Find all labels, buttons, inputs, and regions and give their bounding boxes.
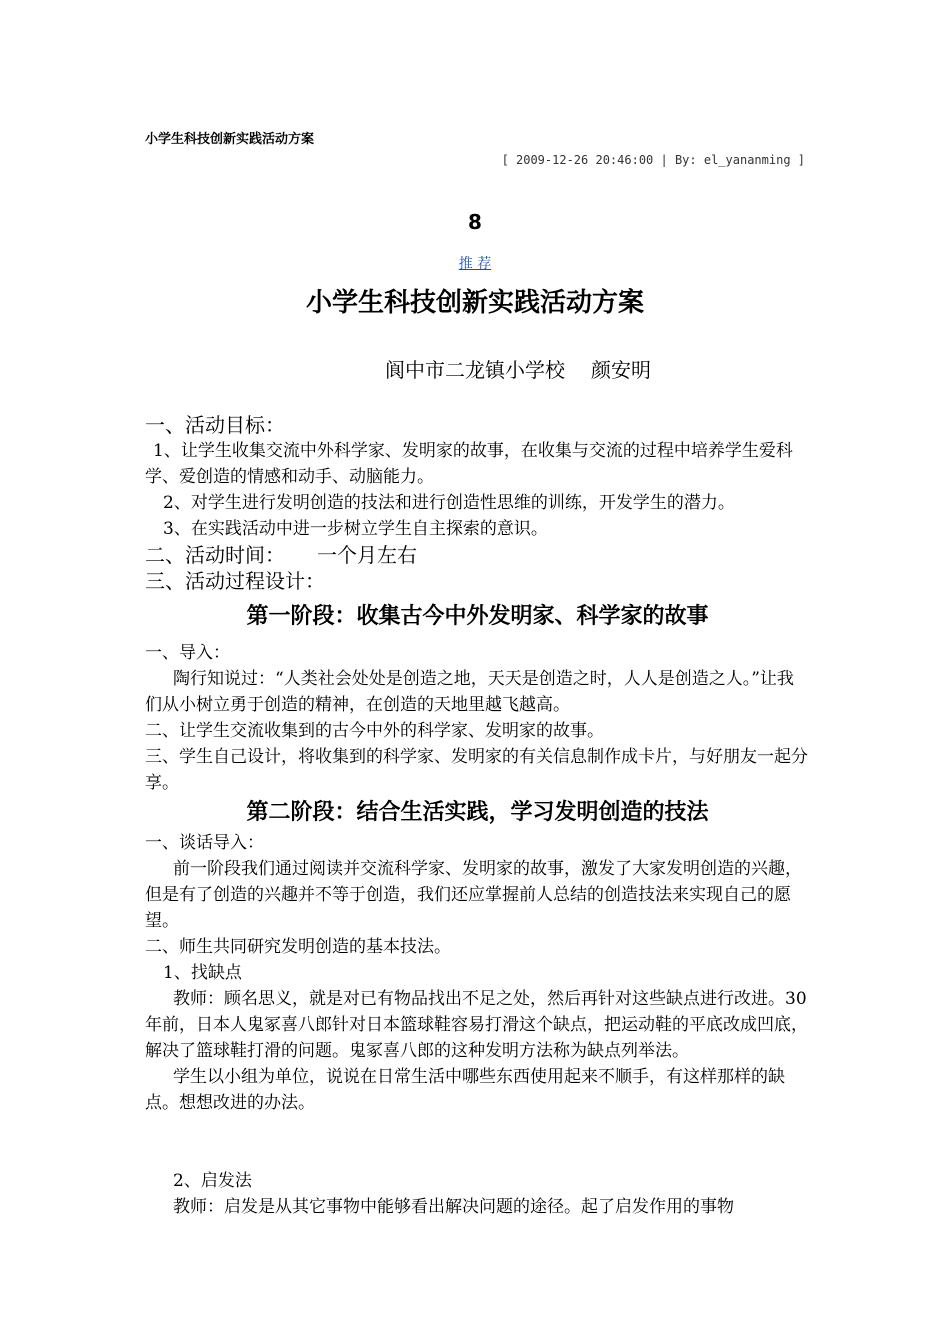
method-2-title: 2、启发法	[173, 1171, 252, 1191]
document-title: 小学生科技创新实践活动方案	[305, 288, 644, 318]
recommend-link-row	[0, 253, 950, 273]
view-count: 8	[468, 210, 482, 234]
stage-1-quote: 陶行知说过：“人类社会处处是创造之地，天天是创造之时，人人是创造之人。”让我们从小树立勇于创造的精神，在创造的天地里越飞越高。	[145, 669, 794, 715]
stage-2-talk: 前一阶段我们通过阅读并交流科学家、发明家的故事，激发了大家发明创造的兴趣，但是有了创造的兴趣并不等于创造，我们还应掌握前人总结的创造技法来实现自己的愿望。	[145, 859, 802, 931]
author-line	[385, 354, 651, 383]
time-value: 一个月左右	[317, 543, 417, 567]
time-heading: 二、活动时间：	[145, 543, 285, 567]
time-heading-row	[145, 542, 810, 568]
stage-2-item-2: 二、师生共同研究发明创造的基本技法。	[145, 937, 451, 957]
method-1-students: 学生以小组为单位，说说在日常生活中哪些东西使用起来不顺手，有这样那样的缺点。想想改进的办法。	[145, 1067, 785, 1113]
recommend-link[interactable]: 推 荐	[458, 256, 492, 272]
stage-1-item-3: 三、学生自己设计，将收集到的科学家、发明家的有关信息制作成卡片，与好朋友一起分享。	[145, 747, 808, 793]
stage-1-intro: 一、导入：	[145, 643, 230, 663]
stage-2-intro: 一、谈话导入：	[145, 833, 264, 853]
stage-2-title: 第二阶段：结合生活实践，学习发明创造的技法	[246, 800, 709, 825]
stage-1-item-2: 二、让学生交流收集到的古今中外的科学家、发明家的故事。	[145, 721, 604, 741]
blank-spacer	[145, 1116, 810, 1168]
blog-post-title: 小学生科技创新实践活动方案	[145, 132, 315, 147]
method-1-title: 1、找缺点	[163, 963, 242, 983]
school-name: 阆中市二龙镇小学校	[385, 358, 565, 382]
post-meta: [ 2009-12-26 20:46:00 | By: el_yananming ]	[501, 153, 805, 167]
author-name: 颜安明	[591, 358, 651, 382]
method-1-teacher: 教师：顾名思义，就是对已有物品找出不足之处，然后再针对这些缺点进行改进。30 年前，日本人鬼冢喜八郎针对日本篮球鞋容易打滑这个缺点，把运动鞋的平底改成凹底，解决了篮球鞋打滑的问题。鬼冢喜八郎的这种发明方法称为缺点列举法。	[145, 989, 808, 1061]
goal-heading: 一、活动目标：	[145, 413, 285, 437]
goal-item-1: 1、让学生收集交流中外科学家、发明家的故事，在收集与交流的过程中培养学生爱科学、爱创造的情感和动手、动脑能力。	[145, 441, 793, 487]
goal-item-2: 2、对学生进行发明创造的技法和进行创造性思维的训练，开发学生的潜力。	[163, 493, 735, 513]
process-heading: 三、活动过程设计：	[145, 569, 325, 593]
stage-1-title: 第一阶段：收集古今中外发明家、科学家的故事	[246, 604, 709, 629]
method-2-teacher: 教师：启发是从其它事物中能够看出解决问题的途径。起了启发作用的事物	[173, 1197, 734, 1217]
document-body	[145, 412, 810, 1220]
goal-item-3: 3、在实践活动中进一步树立学生自主探索的意识。	[163, 519, 548, 539]
